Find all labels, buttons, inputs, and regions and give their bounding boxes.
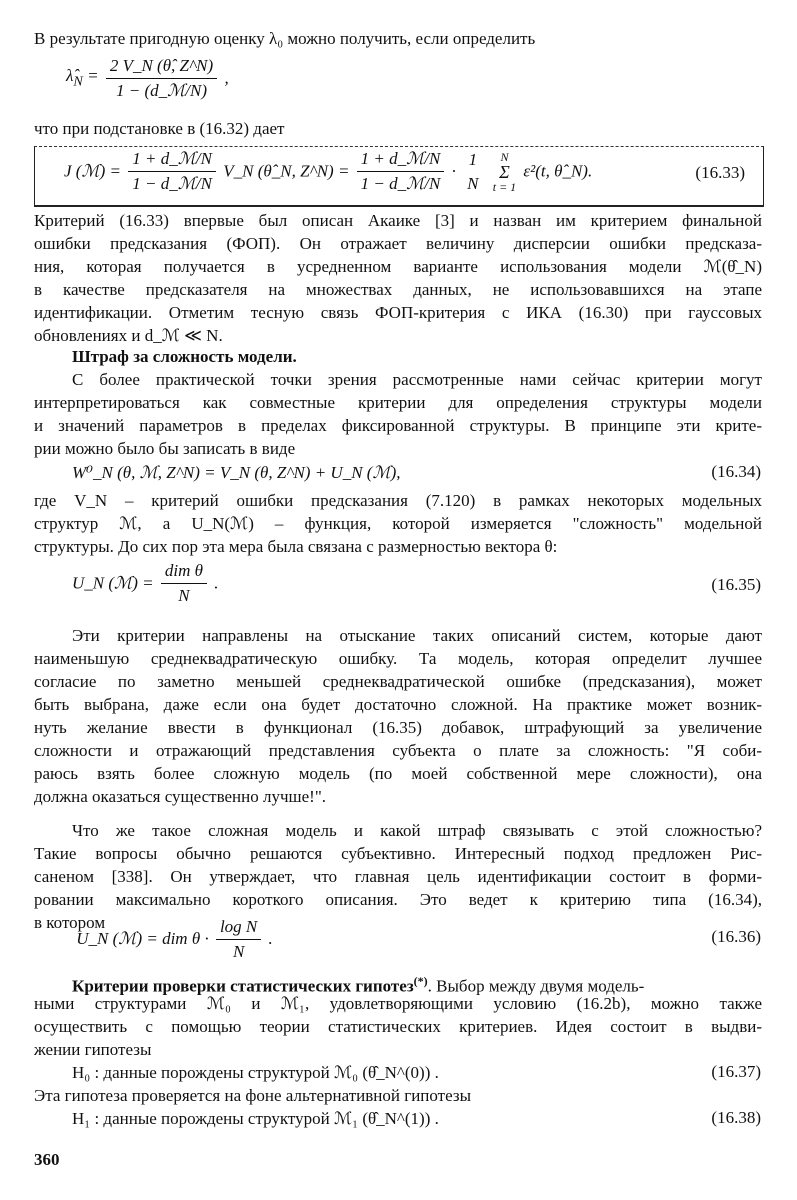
- rissanen-line-1: Что же такое сложная модель и какой штраф связывать с этой сложностью?: [72, 821, 762, 840]
- rissanen-line-4: ровании максимально короткого описания. Это ведет к критерию типа (16.34),: [34, 890, 762, 909]
- eq-1637: H₀ : данные порождены структурой ℳ₀ (θ̂_N^(0)) .: [72, 1063, 439, 1082]
- eq-1633-fraction-3: [463, 150, 482, 194]
- equation-1633: J (ℳ) = $\frac{\text{1 + d\_ℳ/N}}{\text{1 − d\_ℳ/N}}$ V_N (θ̂_N, Z^N) = $\frac{\text{1 + d\_ℳ/N}}{\text{1 − d\_ℳ/N}}$ · 1 N N Σ t = 1 ε²(t, θ̂_N).: [64, 149, 593, 194]
- eq-1635-num: dim θ: [161, 561, 207, 584]
- aim-line-5: нуть желание ввести в функционал (16.35) добавок, штрафующий за увеличение: [34, 718, 762, 737]
- sum-sign-icon: [493, 151, 516, 193]
- page-number: 360: [34, 1150, 60, 1169]
- eq-1635-fraction: [161, 561, 207, 606]
- eq-1633-sum-bottom: t = 1: [492, 179, 517, 194]
- eq-lambda-tail: ,: [224, 68, 229, 88]
- tests-line-4: жении гипотезы: [34, 1040, 152, 1059]
- eq-1633-summand: ε²(t, θ̂_N).: [523, 161, 593, 181]
- fpe-line-3: ния, которая получается в усредненном варианте использования модели ℳ(θ̂_N): [34, 257, 762, 276]
- eq-1638: H₁ : данные порождены структурой ℳ₁ (θ̂_N^(1)) .: [72, 1109, 439, 1128]
- eq-1636-fraction: [216, 917, 261, 962]
- eq-lambda-denominator: 1 − (d_ℳ/N): [115, 81, 208, 100]
- eq-1633-num3: 1: [468, 149, 478, 169]
- fpe-line-4: в качестве предсказателя на множествах данных, не использовавшихся на этапе: [34, 280, 762, 299]
- eq-1634: W⁰_N (θ, ℳ, Z^N) = V_N (θ, Z^N) + U_N (ℳ),: [72, 463, 401, 482]
- aim-line-1: Эти критерии направлены на отыскание таких описаний систем, которые дают: [72, 626, 762, 645]
- practical-line-1: С более практической точки зрения рассмотренные нами сейчас критерии могут: [72, 370, 762, 389]
- aim-line-6: сложности и отражающий представления субъекта о плате за сложность: "Я соби-: [34, 741, 762, 760]
- eq-1633-fraction-1: [128, 149, 216, 194]
- fpe-line-6: обновлениях и d_ℳ ≪ N.: [34, 326, 223, 345]
- practical-line-2: интерпретироваться как совместные критерии для определения структуры модели: [34, 393, 762, 412]
- practical-line-3: и значений параметров в пределах фиксированной структуры. В принципе эти крите-: [34, 416, 762, 435]
- eq-1636-tail: .: [268, 929, 273, 948]
- equation-1636: [72, 913, 273, 965]
- heading-tests: Критерии проверки статистических гипотез: [72, 976, 414, 996]
- where-line-3: структуры. До сих пор эта мера была связана с размерностью вектора θ:: [34, 537, 558, 556]
- eq-1635-lhs: U_N (ℳ) =: [72, 573, 154, 593]
- eq-1635-tail: .: [214, 573, 219, 593]
- aim-line-4: быть выбрана, даже если она будет достаточно сложной. На практике может возник-: [34, 695, 762, 714]
- rissanen-line-5: в котором: [34, 913, 106, 932]
- eq-lambda-lhs-sub: N: [73, 73, 83, 90]
- eq-1635-number: (16.35): [711, 575, 761, 594]
- eq-1635-den: N: [178, 586, 190, 605]
- where-line-1: где V_N – критерий ошибки предсказания (7.120) в рамках некоторых модельных: [34, 491, 762, 510]
- alt-hypothesis-line: Эта гипотеза проверяется на фоне альтернативной гипотезы: [34, 1086, 472, 1105]
- eq-1633-den3: N: [467, 173, 479, 193]
- eq-1633-sum-sign: Σ: [499, 161, 510, 182]
- where-line-2: структур ℳ, а U_N(ℳ) – функция, которой измеряется "сложность" модельной: [34, 514, 762, 533]
- eq-1633-num2: 1 + d_ℳ/N: [357, 149, 445, 172]
- tests-line-1: . Выбор между двумя модель-: [427, 976, 645, 996]
- aim-line-2: наименьшую среднеквадратическую ошибку. Та модель, которая определит лучшее: [34, 649, 762, 668]
- eq-1636-num: log N: [216, 917, 261, 940]
- equation-1635: [72, 561, 218, 611]
- eq-1638-number: (16.38): [711, 1108, 761, 1127]
- fpe-line-5: идентификации. Отметим тесную связь ФОП-критерия с ИКА (16.30) при гауссовых: [34, 303, 762, 322]
- eq-1633-number: (16.33): [695, 163, 745, 182]
- eq-1633-mid: V_N (θ̂_N, Z^N) =: [223, 161, 350, 181]
- eq-lambda-numerator: 2 V_N (θ̂, Z^N): [106, 56, 217, 79]
- eq-1636-number: (16.36): [711, 927, 761, 946]
- eq-1633-den1: 1 − d_ℳ/N: [132, 174, 212, 193]
- fpe-line-2: ошибки предсказания (ФОП). Он отражает величину дисперсии ошибки предсказа-: [34, 234, 762, 253]
- aim-line-3: согласие по заметно меньшей среднеквадратической ошибке (предсказания), может: [34, 672, 762, 691]
- rissanen-line-3: саненом [338]. Он утверждает, что главная цель идентификации состоит в форми-: [34, 867, 762, 886]
- fpe-line-1: Критерий (16.33) впервые был описан Акаике [3] и назван им критерием финальной: [34, 211, 762, 230]
- rissanen-line-2: Такие вопросы обычно решаются субъективно. Интересный подход предложен Рис-: [34, 844, 762, 863]
- heading-tests-mark: (*): [413, 974, 428, 988]
- eq-1633-sum-top: N: [500, 149, 509, 164]
- practical-line-4: рии можно было бы записать в виде: [34, 439, 296, 458]
- tests-line-2: ными структурами ℳ₀ и ℳ₁, удовлетворяющими условию (16.2b), можно также: [34, 994, 762, 1013]
- intro-line: В результате пригодную оценку λ₀ можно получить, если определить: [34, 29, 536, 48]
- eq-lambda-fraction: [106, 56, 217, 101]
- eq-lambda-lhs: λ̂: [66, 65, 74, 85]
- eq-1634-number: (16.34): [711, 462, 761, 481]
- eq-1636-lhs: U_N (ℳ) = dim θ ·: [76, 929, 209, 948]
- eq-1636-den: N: [232, 941, 245, 961]
- eq-1633-den2: 1 − d_ℳ/N: [360, 174, 441, 193]
- heading-penalty: Штраф за сложность модели.: [72, 347, 297, 366]
- equation-lambda: $\lambdâ_N$ = $\frac{2 V\_N (\thetâ, Z\^{}N)}{\text{1 − (d\_ℳ/N)}}$ ,: [66, 56, 229, 100]
- aim-line-7: раюсь взять более сложную модель (по моей собственной мере сложности), она: [34, 764, 762, 783]
- eq-1637-number: (16.37): [711, 1062, 761, 1081]
- eq-1633-num1: 1 + d_ℳ/N: [128, 149, 216, 172]
- eq-1633-lhs: J (ℳ) =: [64, 161, 122, 181]
- eq-1633-fraction-2: [357, 149, 445, 194]
- tests-line-3: осуществить с помощью теории статистических критериев. Идея состоит в выдви-: [34, 1017, 762, 1036]
- aim-line-8: должна оказаться существенно лучше!".: [34, 787, 327, 806]
- substitution-line: что при подстановке в (16.32) дает: [34, 119, 285, 138]
